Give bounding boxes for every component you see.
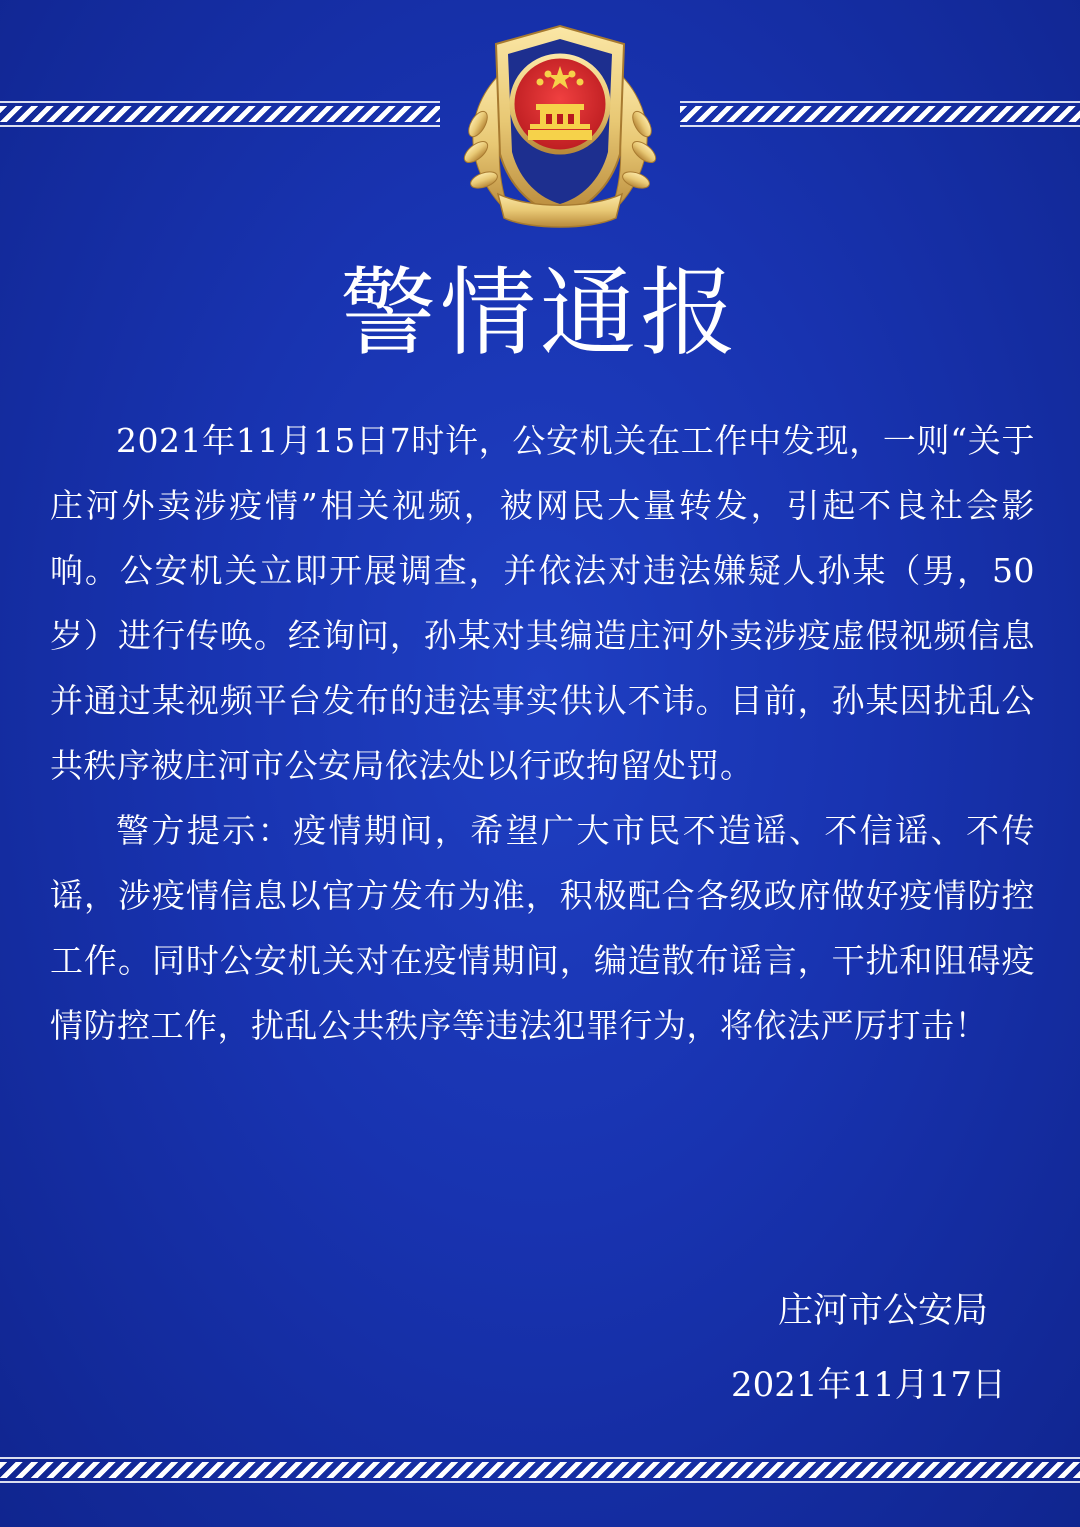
- decorative-border-top-right: [680, 106, 1080, 122]
- police-emblem-icon: [440, 4, 680, 244]
- issue-date: 2021年11月17日: [730, 1365, 1006, 1405]
- document-title: 警情通报: [340, 257, 740, 369]
- body-paragraph-2: 警方提示：疫情期间，希望广大市民不造谣、不信谣、不传谣，涉疫情信息以官方发布为准，积极配合各级政府做好疫情防控工作。同时公安机关对在疫情期间，编造散布谣言，干扰和阻碍疫情防控工作，扰乱公共秩序等违法犯罪行为，将依法严厉打击！: [50, 811, 1035, 1045]
- decorative-border-top-left: [0, 106, 440, 122]
- decorative-border-bottom: [0, 1462, 1080, 1478]
- body-paragraph-1: 2021年11月15日7时许，公安机关在工作中发现，一则“关于庄河外卖涉疫情”相关视频，被网民大量转发，引起不良社会影响。公安机关立即开展调查，并依法对违法嫌疑人孙某（男，50岁）进行传唤。经询问，孙某对其编造庄河外卖涉疫虚假视频信息并通过某视频平台发布的违法事实供认不讳。目前，孙某因扰乱公共秩序被庄河市公安局依法处以行政拘留处罚。: [50, 421, 1035, 785]
- issuer-signature: 庄河市公安局: [777, 1291, 988, 1331]
